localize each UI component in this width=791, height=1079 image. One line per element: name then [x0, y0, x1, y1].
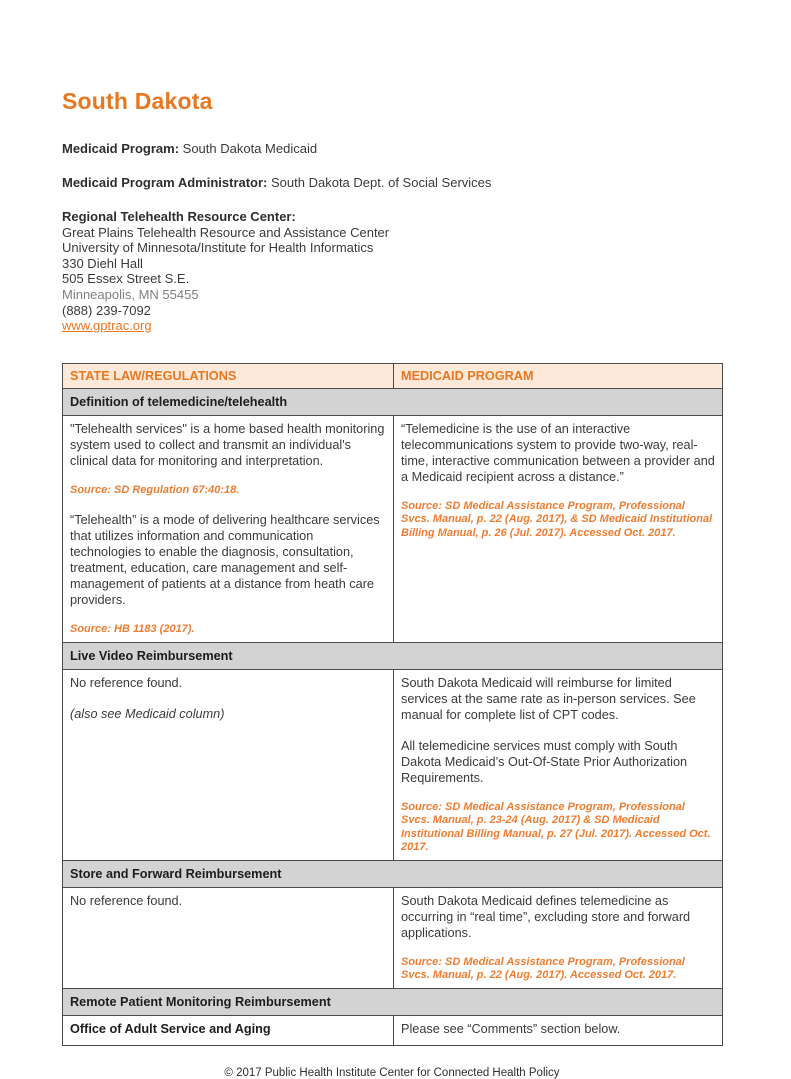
- comments-reference-cell: Please see “Comments” section below.: [394, 1015, 723, 1045]
- definition-state-law-cell: [63, 415, 394, 642]
- definition-medicaid-text: “Telemedicine is the use of an interactive telecommunications system to provide two-way, real-time, interactive communication between a provider and a Medicaid recipient across a distance.”: [401, 421, 715, 484]
- column-header-medicaid-program: MEDICAID PROGRAM: [394, 363, 723, 388]
- resource-center-city: Minneapolis, MN 55455: [62, 286, 199, 302]
- store-forward-medicaid-cell: [394, 887, 723, 988]
- section-header-remote-monitoring: [63, 988, 723, 1015]
- section-title: Definition of telemedicine/telehealth: [63, 388, 723, 415]
- live-video-state-law-text: No reference found.: [70, 675, 183, 690]
- table-row: [63, 1015, 723, 1045]
- section-title: Live Video Reimbursement: [63, 642, 723, 669]
- page-footer-copyright: © 2017 Public Health Institute Center for Connected Health Policy: [224, 1066, 560, 1079]
- live-video-medicaid-text-2: All telemedicine services must comply with South Dakota Medicaid’s Out-Of-State Prior Authorization Requirements.: [401, 738, 688, 785]
- table-row: [63, 887, 723, 988]
- medicaid-program-line: [62, 141, 722, 156]
- section-title: Store and Forward Reimbursement: [63, 860, 723, 887]
- section-header-definition: [63, 388, 723, 415]
- office-adult-service-cell: Office of Adult Service and Aging: [63, 1015, 394, 1045]
- resource-center-block: [62, 209, 722, 334]
- section-header-live-video: [63, 642, 723, 669]
- definition-state-law-source-2: Source: HB 1183 (2017).: [70, 623, 195, 636]
- resource-center-org: University of Minnesota/Institute for Health Informatics: [62, 240, 374, 256]
- page-title: South Dakota: [62, 88, 213, 114]
- program-administrator-value: South Dakota Dept. of Social Services: [271, 175, 492, 190]
- live-video-medicaid-text-1: South Dakota Medicaid will reimburse for limited services at the same rate as in-person services. See manual for complete list of CPT codes.: [401, 675, 696, 722]
- live-video-medicaid-source: Source: SD Medical Assistance Program, Professional Svcs. Manual, p. 23-24 (Aug. 2017) & SD Medicaid Institutional Billing Manual, p. 27 (Jul. 2017). Accessed Oct. 2017.: [401, 800, 711, 854]
- resource-center-name: Great Plains Telehealth Resource and Assistance Center: [62, 224, 390, 240]
- definition-medicaid-source: Source: SD Medical Assistance Program, Professional Svcs. Manual, p. 22 (Aug. 2017), & SD Medicaid Institutional Billing Manual, p. 26 (Jul. 2017). Accessed Oct. 2017.: [401, 499, 713, 539]
- medicaid-program-value: South Dakota Medicaid: [182, 141, 318, 156]
- resource-center-address-2: 505 Essex Street S.E.: [62, 271, 190, 287]
- program-administrator-label: Medicaid Program Administrator:: [62, 175, 268, 190]
- live-video-medicaid-cell: [394, 669, 723, 860]
- resource-center-address-1: 330 Diehl Hall: [62, 255, 143, 271]
- store-forward-medicaid-source: Source: SD Medical Assistance Program, Professional Svcs. Manual, p. 22 (Aug. 2017). Accessed Oct. 2017.: [401, 955, 685, 982]
- section-title: Remote Patient Monitoring Reimbursement: [63, 988, 723, 1015]
- medicaid-program-label: Medicaid Program:: [62, 141, 180, 156]
- program-administrator-line: [62, 175, 722, 190]
- resource-center-label: Regional Telehealth Resource Center:: [62, 209, 296, 224]
- store-forward-state-law-text: No reference found.: [70, 893, 183, 908]
- table-header-row: [63, 363, 723, 388]
- definition-state-law-text-1: "Telehealth services" is a home based health monitoring system used to collect and transmit an individual's clinical data for monitoring and interpretation.: [70, 421, 385, 468]
- resource-center-website-link[interactable]: www.gptrac.org: [62, 318, 152, 334]
- store-forward-state-law-cell: [63, 887, 394, 988]
- live-video-state-law-cell: [63, 669, 394, 860]
- resource-center-phone: (888) 239-7092: [62, 302, 151, 318]
- column-header-state-law: STATE LAW/REGULATIONS: [63, 363, 394, 388]
- live-video-state-law-note: (also see Medicaid column): [70, 706, 225, 721]
- section-header-store-forward: [63, 860, 723, 887]
- store-forward-medicaid-text: South Dakota Medicaid defines telemedicine as occurring in “real time”, excluding store and forward applications.: [401, 893, 691, 940]
- table-row: [63, 415, 723, 642]
- policy-comparison-table: [62, 363, 723, 1046]
- definition-state-law-text-2: “Telehealth” is a mode of delivering healthcare services that utilizes information and communication technologies to enable the diagnosis, consultation, treatment, education, care management and self-management of patients at a distance from heath care providers.: [70, 513, 380, 608]
- table-row: [63, 669, 723, 860]
- definition-medicaid-cell: [394, 415, 723, 642]
- definition-state-law-source-1: Source: SD Regulation 67:40:18.: [70, 483, 240, 496]
